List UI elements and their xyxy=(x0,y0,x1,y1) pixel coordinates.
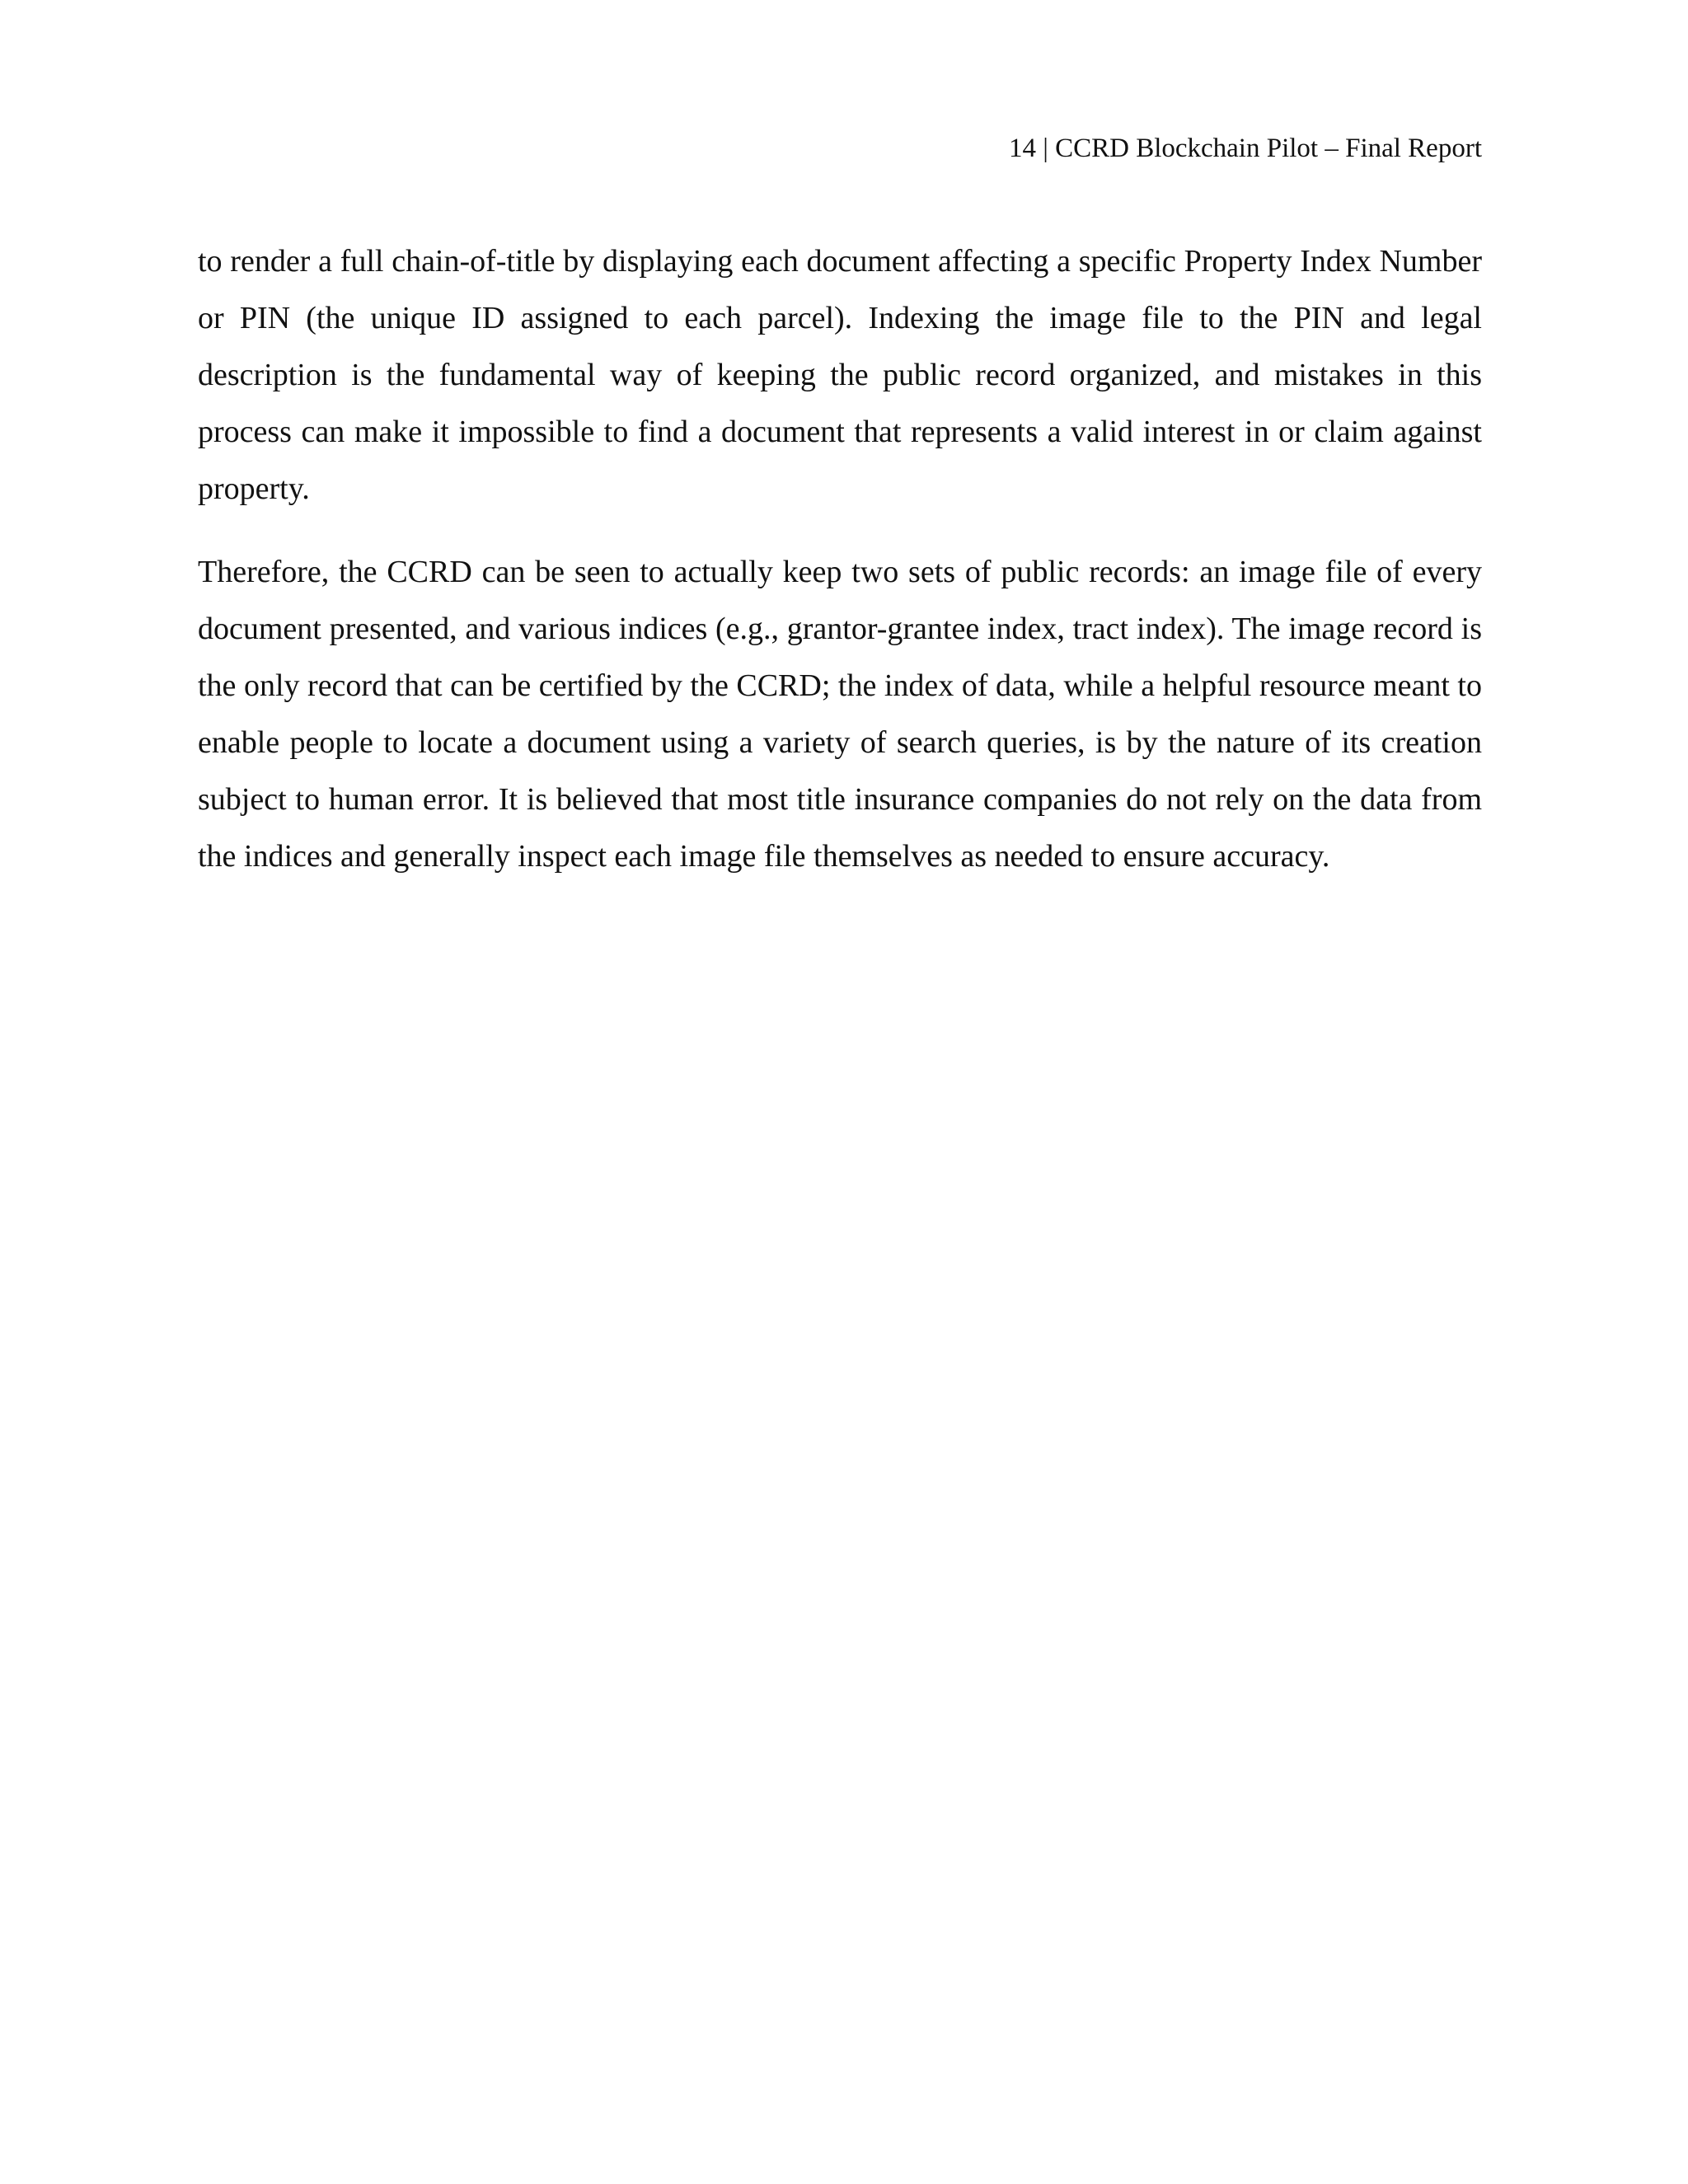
body-text xyxy=(198,233,1482,912)
paragraph-chain-of-title: to render a full chain-of-title by displaying each document affecting a specific Property Index Number or PIN (the unique ID assigned to each parcel). Indexing the image file to the PIN and legal description is the fundamental way of keeping the public record organized, and mistakes in this process can make it impossible to find a document that represents a valid interest in or claim against property. xyxy=(198,244,1482,506)
paragraph-public-records: Therefore, the CCRD can be seen to actually keep two sets of public records: an image file of every document presented, and various indices (e.g., grantor-grantee index, tract index). The image record is the only record that can be certified by the CCRD; the index of data, while a helpful resource meant to enable people to locate a document using a variety of search queries, is by the nature of its creation subject to human error. It is believed that most title insurance companies do not rely on the data from the indices and generally inspect each image file themselves as needed to ensure accuracy. xyxy=(198,555,1482,874)
running-header: 14 | CCRD Blockchain Pilot – Final Report xyxy=(1008,134,1482,163)
